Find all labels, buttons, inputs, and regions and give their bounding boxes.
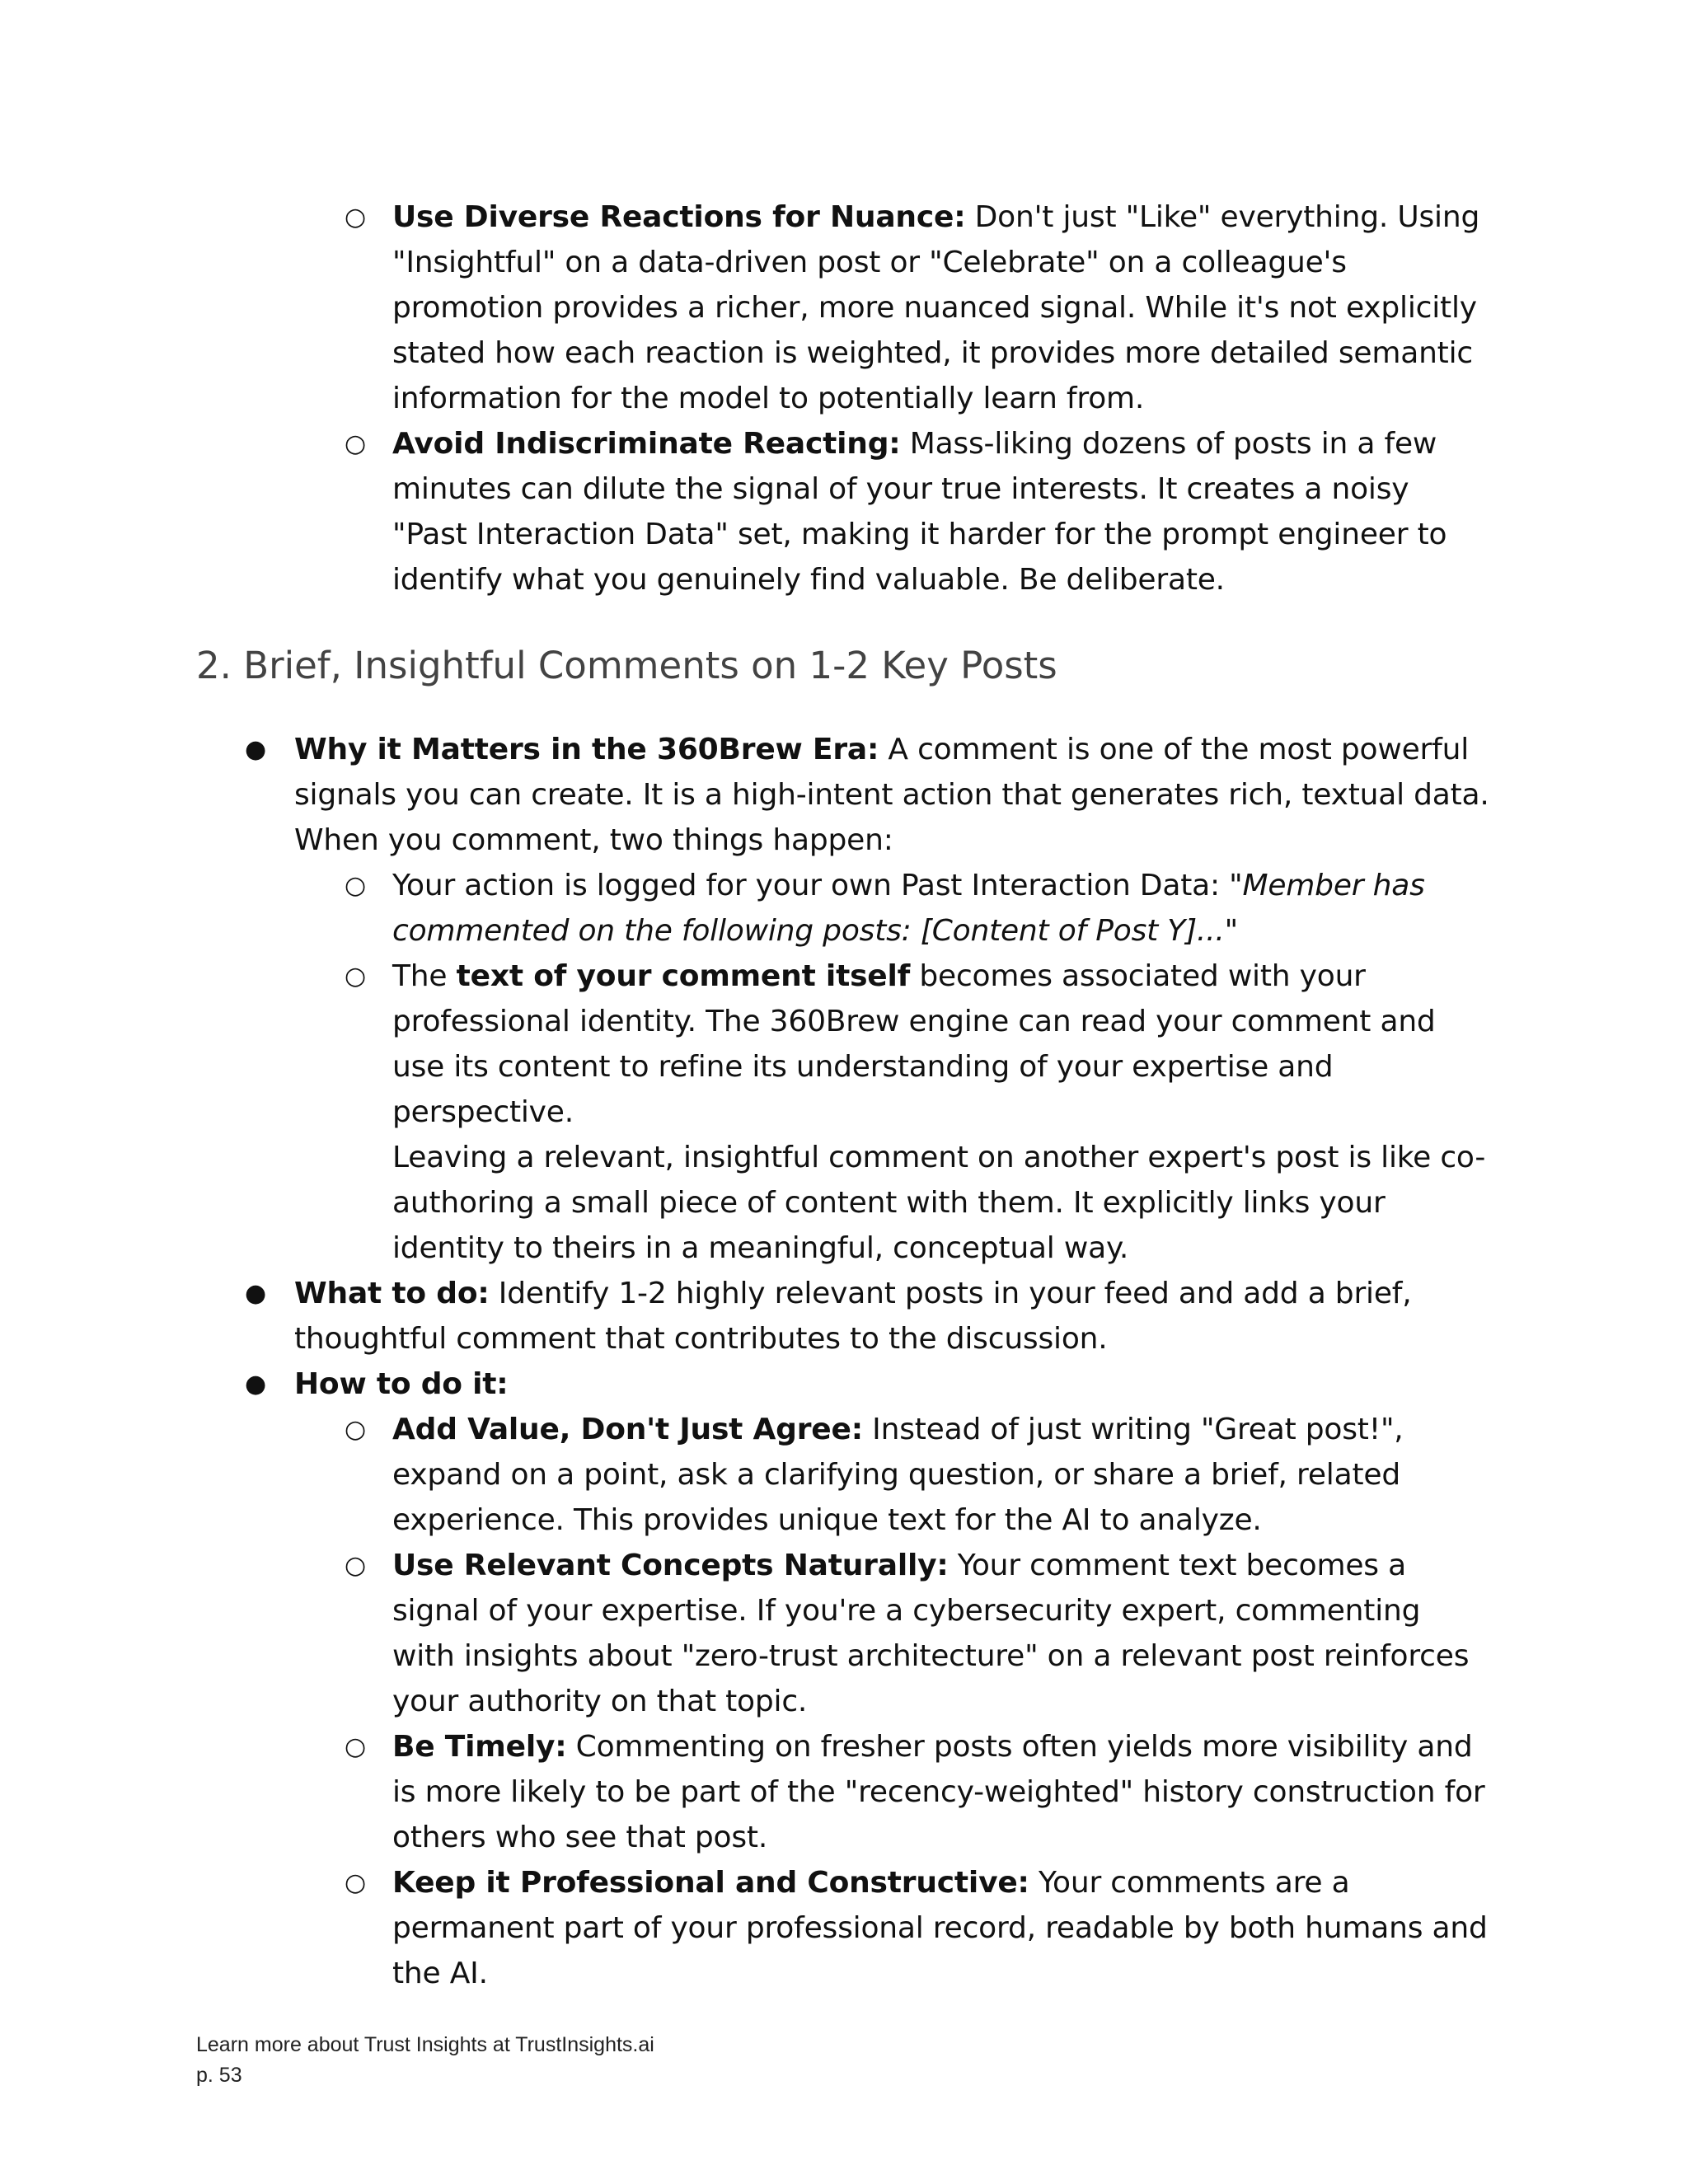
item-text: Identify 1-2 highly relevant posts in your feed and add a brief, thoughtful comment that contributes to the discussion. (294, 1277, 1412, 1356)
hollow-bullet-icon: ○ (345, 871, 366, 900)
item-title: Avoid Indiscriminate Reacting: (392, 427, 901, 461)
main-list (245, 727, 1493, 1996)
item-title: Use Diverse Reactions for Nuance: (392, 200, 966, 234)
item-text: A comment is one of the most powerful signals you can create. It is a high-intent action that generates rich, textual data. When you comment, two things happen: (294, 733, 1489, 857)
item-text: Your action is logged for your own Past Interaction Data: (392, 869, 1230, 902)
item-title: Keep it Professional and Constructive: (392, 1866, 1029, 1900)
item-title: What to do: (294, 1277, 490, 1310)
quoted-prompt: "Member has commented on the following posts: [Content of Post Y]..." (392, 869, 1425, 948)
filled-bullet-icon: ● (245, 1279, 266, 1308)
list-item (345, 954, 1489, 1271)
item-title: Add Value, Don't Just Agree: (392, 1413, 863, 1446)
why-sublist (294, 863, 1489, 1271)
list-item-why (245, 727, 1493, 1271)
list-item (345, 194, 1489, 421)
item-text: Commenting on fresher posts often yields more visibility and is more likely to be part of the "recency-weighted" history construction for others who see that post. (392, 1730, 1485, 1854)
item-title: Why it Matters in the 360Brew Era: (294, 733, 879, 766)
item-emphasis: text of your comment itself (456, 959, 911, 993)
hollow-bullet-icon: ○ (345, 962, 366, 991)
list-item-how (245, 1361, 1493, 1996)
filled-bullet-icon: ● (245, 1370, 266, 1399)
filled-bullet-icon: ● (245, 735, 266, 764)
item-text: Don't just "Like" everything. Using "Insightful" on a data-driven post or "Celebrate" on a colleague's promotion provides a richer, more nuanced signal. While it's not explicitly stated how each reaction is weighted, it provides more detailed semantic information for the model to potentially learn from. (392, 200, 1480, 415)
list-item (345, 1860, 1489, 1996)
item-text: Your comments are a permanent part of your professional record, readable by both humans and the AI. (392, 1866, 1488, 1990)
list-item (345, 421, 1489, 602)
item-text: becomes associated with your professional identity. The 360Brew engine can read your comment and use its content to refine its understanding of your expertise and perspective. (392, 959, 1436, 1129)
item-title: Use Relevant Concepts Naturally: (392, 1549, 949, 1582)
section-heading: 2. Brief, Insightful Comments on 1-2 Key Posts (196, 644, 1057, 687)
hollow-bullet-icon: ○ (345, 429, 366, 458)
hollow-bullet-icon: ○ (345, 1732, 366, 1761)
item-text: Instead of just writing "Great post!", expand on a point, ask a clarifying question, or share a brief, related experience. This provides unique text for the AI to analyze. (392, 1413, 1404, 1537)
list-item (345, 1543, 1489, 1724)
item-title: How to do it: (294, 1367, 509, 1401)
footer-link-text: Learn more about Trust Insights at TrustInsights.ai (196, 2033, 654, 2056)
item-text: Mass-liking dozens of posts in a few minutes can dilute the signal of your true interests. It creates a noisy "Past Interaction Data" set, making it harder for the prompt engineer to identify what you genuinely find valuable. Be deliberate. (392, 427, 1447, 597)
list-item (345, 863, 1489, 954)
page-number: p. 53 (196, 2064, 242, 2087)
hollow-bullet-icon: ○ (345, 1551, 366, 1580)
item-text: Your comment text becomes a signal of your expertise. If you're a cybersecurity expert, commenting with insights about "zero-trust architecture" on a relevant post reinforces your authority on that topic. (392, 1549, 1470, 1718)
how-sublist (294, 1407, 1489, 1996)
list-item-what (245, 1271, 1493, 1361)
list-item (345, 1407, 1489, 1543)
item-text-pre: The (392, 959, 457, 993)
hollow-bullet-icon: ○ (345, 1415, 366, 1444)
hollow-bullet-icon: ○ (345, 203, 366, 232)
list-item (345, 1724, 1489, 1860)
item-paragraph: Leaving a relevant, insightful comment on another expert's post is like co-authoring a small piece of content with them. It explicitly links your identity to theirs in a meaningful, conceptual way. (392, 1141, 1486, 1265)
item-title: Be Timely: (392, 1730, 567, 1764)
reactions-sublist (345, 194, 1489, 602)
hollow-bullet-icon: ○ (345, 1868, 366, 1897)
